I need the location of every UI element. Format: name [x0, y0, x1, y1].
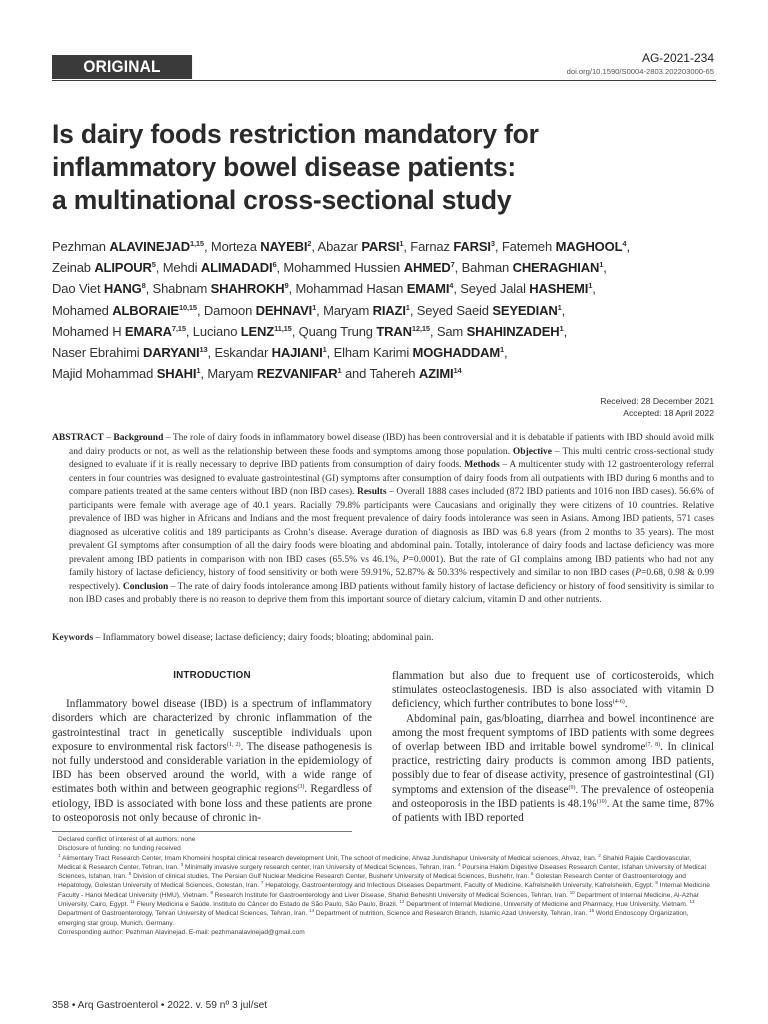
abstract — [52, 432, 714, 608]
affiliation-number: 10 — [569, 889, 575, 895]
corresponding-author: Corresponding author: Pezhman Alavinejad. E-mail: pezhmanalavinejad@gmail.com — [58, 928, 305, 936]
author-name: Elham Karimi MOGHADDAM$^1$ — [333, 345, 505, 361]
affiliation-number: 3 — [180, 861, 184, 867]
author-line: Dao Viet HANG$^8$, Shabnam SHAHROKH$^9$, Mohammad Hasan EMAMI$^4$, Seyed Jalal HASHEMI$^1$, — [52, 281, 596, 297]
affiliation-number: 8 — [655, 880, 658, 886]
affiliation-number: 5 — [128, 871, 132, 877]
header-rule — [52, 80, 716, 81]
author-line: Naser Ebrahimi DARYANI$^{13}$, Eskandar HAJIANI$^1$, Elham Karimi MOGHADDAM$^1$, — [52, 345, 508, 361]
author-surname: ALIMADADI — [200, 260, 273, 276]
abstract-section-text: The role of dairy foods in inflammatory bowel disease (IBD) has been controversial and it is debatable if patients with IBD should avoid milk and dairy products or not, as well as the relationship between these foods and symptoms among those population. — [69, 433, 714, 457]
affiliation-ref: 1 — [399, 239, 404, 248]
author-name: Pezhman ALAVINEJAD$^{1,15}$ — [52, 239, 204, 254]
affiliation-ref: 1 — [557, 302, 562, 312]
author-name: Mohamed ALBORAIE$^{10,15}$ — [52, 302, 197, 318]
keywords: Keywords – Inflammatory bowel disease; lactase deficiency; dairy foods; bloating; abdominal pain. — [52, 633, 434, 643]
author-surname: SHAHINZADEH — [466, 323, 560, 339]
author-surname: LENZ — [240, 323, 275, 339]
author-name: Shabnam SHAHROKH$^9$ — [152, 281, 289, 297]
affiliation-ref: 11,15 — [274, 323, 292, 333]
affiliation-number: 7 — [260, 880, 264, 886]
author-surname: SEYEDIAN — [492, 302, 558, 318]
citation-ref: (10) — [596, 798, 607, 805]
affiliation-ref: 14 — [453, 366, 462, 376]
author-name: Mohammad Hasan EMAMI$^4$ — [295, 281, 454, 297]
abstract-section-head: Results — [356, 487, 387, 497]
funding-statement: Disclosure of funding: no funding received — [58, 845, 181, 853]
affiliations: $^1$ Alimentary Tract Research Center, Imam Khomeini hospital clinical research development Unit, The school of medicine, Ahvaz Jundishapur University of Medical sciences, Ahvaz, Iran. $^2$ Shahid Rajaie Cardiovascular, Medical & Research Center, Tehran, Iran. $^3$ Minimally invasive surgery research center, Iran University of Medical Sciences, Tehran, Iran. $^4$ Poursina Hakim Digestive Diseases Research Center, Isfahan University of Medical Sciences, Isfahan, Iran. $^5$ Division of clinical studies, The Persian Gulf Nuclear Medicine Research Center, Bushehr University of Medical Sciences, Bushehr, Iran. $^6$ Golestan Research Center of Gastroenterology and Hepatology, Golestan University of Medical Sciences, Golestan, Iran. $^7$ Hepatology, Gastroenterology and Infectious Diseases Department, Faculty of Medicine, Kafrelsheikh University, Kafrelsheikh, Egypt. $^8$ Internal Medicine Faculty - Hanoi Medical University (HMU), Vietnam. $^9$ Research Institute for Gastroenterology and Liver Disease, Shahid Beheshti University of Medical Sciences, Tehran, Iran. $^{10}$ Department of Internal Medicine, Al-Azhar University, Cairo, Egypt. $^{11}$ Fleury Medicina e Saúde. Instituto do Câncer do Estado de São Paulo, São Paulo, Brazil. $^{12}$ Department of Internal Medicine, University of Medicine and Pharmacy, Hue University, Vietnam. $^{13}$ Department of Gastroenterology, Tehran University of Medical Sciences, Tehran, Iran. $^{14}$ Department of nutrition, Science and Research Branch, Islamic Azad University, Tehran, Iran. $^{15}$ World Endoscopy Organization, emerging star group, Munich, Germany. — [58, 852, 710, 927]
author-name: Tahereh AZIMI$^{14}$ — [369, 366, 462, 382]
abstract-section-text: This multi centric cross-sectional study designed to evaluate if it is really necessary to deprive IBD patients from consumption of dairy foods. — [69, 446, 715, 470]
author-surname: HAJIANI — [271, 345, 323, 361]
title-line: inflammatory bowel disease patients: — [52, 152, 517, 182]
abstract-section-text: The rate of dairy foods intolerance among IBD patients without family history of lactase deficiency or history of food sensitivity is similar to non IBD cases and probably there is no reason to deprive them from this important source of dietary calcium, vitamin D and other nutrients. — [69, 581, 714, 605]
doi-link[interactable]: doi.org/10.1590/S0004-2803.202203000-65 — [566, 67, 714, 76]
affiliation-ref: 1 — [312, 302, 317, 312]
author-name: Mehdi ALIMADADI$^6$ — [162, 260, 277, 276]
affiliation-ref: 7,15 — [171, 323, 186, 333]
author-surname: SHAHROKH — [210, 281, 285, 297]
author-name: Quang Trung TRAN$^{12,15}$ — [298, 323, 430, 339]
author-name: Maryam REZVANIFAR$^1$ — [207, 366, 342, 382]
affiliation-number: 11 — [130, 899, 135, 905]
author-name: Damoon DEHNAVI$^1$ — [203, 302, 317, 318]
abstract-section-head: Objective — [512, 446, 552, 457]
footnote-rule — [52, 831, 352, 832]
author-surname: HANG — [103, 281, 142, 297]
affiliation-number: 9 — [210, 889, 213, 895]
affiliation-ref: 13 — [199, 345, 208, 355]
author-surname: DEHNAVI — [255, 302, 313, 318]
affiliation-ref: 1 — [588, 281, 593, 291]
author-name: Farnaz FARSI$^3$ — [410, 239, 495, 254]
p-value-symbol: P — [635, 568, 642, 578]
affiliation-ref: 1 — [599, 260, 604, 270]
affiliation-ref: 7 — [450, 260, 455, 270]
author-line: Mohamed H EMARA$^{7,15}$, Luciano LENZ$^{11,15}$, Quang Trung TRAN$^{12,15}$, Sam SHAHINZADEH$^1$, — [52, 323, 568, 339]
author-surname: AZIMI — [418, 366, 454, 382]
affiliation-ref: 2 — [307, 239, 312, 248]
affiliation-ref: 8 — [141, 281, 146, 291]
author-name: Seyed Jalal HASHEMI$^1$ — [460, 281, 593, 297]
author-surname: NAYEBI — [260, 239, 308, 254]
p-value-symbol: P — [402, 554, 409, 565]
author-surname: SHAHI — [156, 366, 197, 382]
body-column-right — [392, 669, 714, 825]
article-id: AG-2021-234 — [641, 51, 714, 65]
abstract-section-head: Methods — [464, 460, 500, 470]
author-surname: HASHEMI — [529, 281, 589, 297]
citation-ref: (9) — [568, 784, 576, 791]
author-line: Mohamed ALBORAIE$^{10,15}$, Damoon DEHNAVI$^1$, Maryam RIAZI$^1$, Seyed Saeid SEYEDIAN$^1$, — [52, 302, 566, 318]
affiliation-number: 1 — [58, 852, 61, 858]
footnotes — [58, 835, 714, 937]
abstract-section-text: A multicenter study with 12 gastroenterology referral centers in four countries was designed to evaluate gastrointestinal (GI) symptoms after consumption of dairy foods from all outpatients with IBD during 6 months and to compare patients treated at the same centers without IBD (non IBD cases). — [69, 460, 715, 497]
title-line: a multinational cross-sectional study — [52, 185, 512, 215]
abstract-label: ABSTRACT — [52, 433, 104, 443]
author-surname: RIAZI — [372, 302, 406, 318]
author-line: Pezhman ALAVINEJAD$^{1,15}$, Morteza NAYEBI$^2$, Abazar PARSI$^1$, Farnaz FARSI$^3$, Fatemeh MAGHOOL$^4$, — [52, 239, 630, 254]
affiliation-ref: 10,15 — [178, 302, 197, 312]
author-name: Maryam RIAZI$^1$ — [323, 302, 410, 318]
author-surname: ALBORAIE — [112, 302, 179, 318]
received-date: Received: 28 December 2021 — [600, 396, 714, 406]
abstract-section-head: Conclusion — [122, 581, 169, 592]
abstract-section-text: Overall 1888 cases included (872 IBD patients and 1016 non IBD cases). 56.6% of participants were female with average age of 40.1 years. Racially 79.8% participants were Caucasians and originally they were citizens of 10 countries. Relative prevalence of IBD was higher in Africans and Indians and the most frequent prevalence of dairy foods intolerance was seen in Asians. Among IBD patients, 571 cases diagnosed as ulcerative colitis and 189 participants as Crohn’s disease. Average duration of diagnosis as IBD was 6.8 years (from 2 months to 35 years). The most prevalent GI symptoms after consumption of all the dairy foods were bloating and abdominal pain. Totally, intolerance of dairy foods and lactase deficiency was more prevalent among IBD patients in comparison with non IBD cases (65.5% vs 46.1%, P=0.0001). But the rate of GI complains among IBD patients who had not any family history of lactase deficiency, history of food sensitivity or both were 59.91%, 52.87% & 50.33% respectively and similar to non IBD cases (P=0.68, 0.98 & 0.99 respectively). — [69, 487, 715, 592]
author-surname: FARSI — [453, 239, 491, 254]
author-surname: MAGHOOL — [555, 239, 623, 254]
accepted-date: Accepted: 18 April 2022 — [623, 407, 714, 418]
body-column-left — [52, 669, 372, 825]
affiliation-ref: 9 — [284, 281, 289, 291]
author-surname: DARYANI — [142, 345, 200, 361]
author-surname: REZVANIFAR — [256, 366, 338, 382]
author-surname: EMARA — [124, 323, 172, 339]
affiliation-ref: 1 — [337, 366, 342, 376]
author-surname: AHMED — [403, 260, 451, 276]
author-name: Naser Ebrahimi DARYANI$^{13}$ — [52, 345, 208, 361]
author-list — [52, 236, 722, 384]
affiliation-ref: 4 — [449, 281, 454, 291]
affiliation-ref: 1 — [322, 345, 327, 355]
affiliation-ref: 1,15 — [189, 239, 204, 248]
author-name: Zeinab ALIPOUR$^5$ — [52, 260, 156, 276]
author-surname: TRAN — [376, 323, 412, 339]
affiliation-number: 2 — [598, 852, 601, 858]
body-paragraph: flammation but also due to frequent use of corticosteroids, which stimulates osteoclastogenesis. IBD is also associated with vitamin D deficiency, which further contributes to bone loss$^{(4-6)}$. — [392, 670, 714, 711]
affiliation-ref: 1 — [196, 366, 201, 376]
author-line: Zeinab ALIPOUR$^5$, Mehdi ALIMADADI$^6$, Mohammed Hussien AHMED$^7$, Bahman CHERAGHIAN$^1$, — [52, 260, 607, 276]
author-surname: PARSI — [361, 239, 400, 254]
citation-ref: (3) — [297, 784, 305, 791]
author-surname: ALAVINEJAD — [109, 239, 190, 254]
keywords-label: Keywords — [52, 633, 94, 643]
affiliation-ref: 1 — [405, 302, 410, 312]
author-surname: ALIPOUR — [94, 260, 152, 276]
author-surname: MOGHADDAM — [412, 345, 501, 361]
affiliation-number: 14 — [309, 908, 315, 914]
page-footer: 358 • Arq Gastroenterol • 2022. v. 59 nº 3 jul/set — [52, 1000, 268, 1011]
abstract-section-head: Background — [113, 433, 164, 443]
author-name: Mohamed H EMARA$^{7,15}$ — [52, 323, 186, 339]
author-name: Mohammed Hussien AHMED$^7$ — [283, 260, 455, 276]
author-name: Seyed Saeid SEYEDIAN$^1$ — [416, 302, 562, 318]
author-name: Sam SHAHINZADEH$^1$ — [436, 323, 564, 339]
abstract-paragraph: ABSTRACT – Background – The role of dairy foods in inflammatory bowel disease (IBD) has been controversial and it is debatable if patients with IBD should avoid milk and dairy products or not, as well as the relationship between these foods and symptoms among those population. Objective – This multi centric cross-sectional study designed to evaluate if it is really necessary to deprive IBD patients from consumption of dairy foods. Methods – A multicenter study with 12 gastroenterology referral centers in four countries was designed to evaluate gastrointestinal (GI) symptoms after consumption of dairy foods from all outpatients with IBD during 6 months and to compare patients treated at the same centers without IBD (non IBD cases). Results – Overall 1888 cases included (872 IBD patients and 1016 non IBD cases). 56.6% of participants were female with average age of 40.1 years. Racially 79.8% participants were Caucasians and originally they were citizens of 10 countries. Relative prevalence of IBD was higher in Africans and Indians and the most frequent prevalence of dairy foods intolerance was seen in Asians. Among IBD patients, 571 cases diagnosed as ulcerative colitis and 189 participants as Crohn’s disease. Average duration of diagnosis as IBD was 6.8 years (from 2 months to 35 years). The most prevalent GI symptoms after consumption of all the dairy foods were bloating and abdominal pain. Totally, intolerance of dairy foods and lactase deficiency was more prevalent among IBD patients in comparison with non IBD cases (65.5% vs 46.1%, P=0.0001). But the rate of GI complains among IBD patients who had not any family history of lactase deficiency, history of food sensitivity or both were 59.91%, 52.87% & 50.33% respectively and similar to non IBD cases (P=0.68, 0.98 & 0.99 respectively). Conclusion – The rate of dairy foods intolerance among IBD patients without family history of lactase deficiency or history of food sensitivity is similar to non IBD cases and probably there is no reason to deprive them from this important source of dietary calcium, vitamin D and other nutrients. — [52, 433, 715, 605]
affiliation-ref: 1 — [559, 323, 564, 333]
publication-dates — [600, 396, 714, 419]
affiliation-ref: 12,15 — [411, 323, 430, 333]
article-title — [52, 118, 712, 217]
author-name: Luciano LENZ$^{11,15}$ — [192, 323, 292, 339]
affiliation-number: 4 — [457, 861, 461, 867]
author-name: Abazar PARSI$^1$ — [317, 239, 404, 254]
author-name: Majid Mohammad SHAHI$^1$ — [52, 366, 201, 382]
author-line: Majid Mohammad SHAHI$^1$, Maryam REZVANIFAR$^1$ and Tahereh AZIMI$^{14}$ — [52, 366, 462, 382]
introduction-heading: INTRODUCTION — [173, 670, 251, 681]
author-surname: CHERAGHIAN — [512, 260, 600, 276]
keywords-text: Inflammatory bowel disease; lactase deficiency; dairy foods; bloating; abdominal pain. — [102, 633, 434, 643]
author-surname: EMAMI — [406, 281, 450, 297]
author-name: Morteza NAYEBI$^2$ — [210, 239, 312, 254]
citation-ref: (7, 8) — [645, 742, 661, 749]
affiliation-ref: 6 — [272, 260, 277, 270]
affiliation-number: 13 — [689, 899, 695, 905]
author-name: Eskandar HAJIANI$^1$ — [214, 345, 327, 361]
affiliation-number: 15 — [589, 908, 595, 914]
affiliation-ref: 3 — [490, 239, 495, 248]
affiliation-ref: 1 — [500, 345, 505, 355]
author-name: Bahman CHERAGHIAN$^1$ — [461, 260, 604, 276]
affiliation-number: 6 — [530, 871, 534, 877]
citation-ref: (1, 2) — [226, 741, 241, 748]
author-name: Dao Viet HANG$^8$ — [52, 281, 146, 297]
body-paragraph: Inflammatory bowel disease (IBD) is a spectrum of inflammatory disorders which are characterized by chronic inflammation of the gastrointestinal tract in genetically susceptible individuals upon exposure to environmental risk factors$^{(1, 2)}$. The disease pathogenesis is not fully understood and considerable variation in the epidemiology of IBD has been observed around the world, with a wide range of estimates both within and between geographic regions$^{(3)}$. Regardless of etiology, IBD is associated with bone loss and these patients are prone to osteoporosis not only because of chronic in- — [52, 698, 372, 824]
title-line: Is dairy foods restriction mandatory for — [52, 119, 539, 149]
affiliation-ref: 5 — [151, 260, 156, 270]
author-name: Fatemeh MAGHOOL$^4$ — [501, 239, 627, 254]
article-type-badge: ORIGINAL ARTICLE — [52, 55, 192, 79]
affiliation-ref: 4 — [622, 239, 627, 248]
body-paragraph: Abdominal pain, gas/bloating, diarrhea and bowel incontinence are among the most frequent symptoms of IBD patients with some degrees of overlap between IBD and irritable bowel syndrome$^{(7, 8)}$. In clinical practice, restricting dairy products is common among IBD patients, possibly due to fear of disease activity, presence of gastrointestinal (GI) symptoms and extension of the disease$^{(9)}$. The prevalence of osteopenia and osteoporosis in the IBD patients is 48.1%$^{(10)}$. At the same time, 87% of patients with IBD reported — [392, 712, 714, 825]
affiliation-number: 12 — [399, 899, 405, 905]
conflict-statement: Declared conflict of interest of all authors: none — [58, 836, 196, 843]
citation-ref: (4-6) — [612, 699, 625, 706]
